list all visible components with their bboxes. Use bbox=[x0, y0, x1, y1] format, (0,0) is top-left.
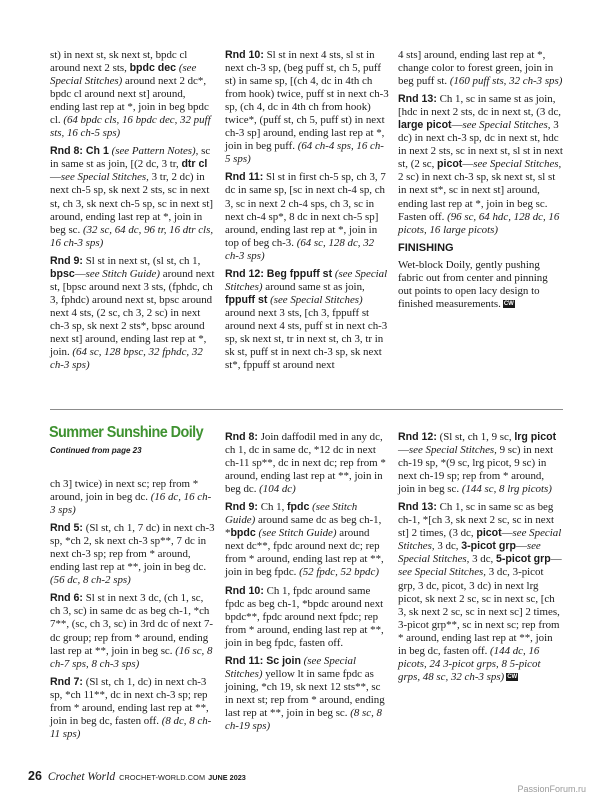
text-run: ch 3] twice) in next sc; rep from * around, join in beg dc. bbox=[50, 478, 199, 504]
text-run: around same dc as beg ch-1, * bbox=[225, 514, 382, 540]
italic-note: (see Special Stitches) bbox=[270, 293, 363, 306]
column-2-bottom bbox=[225, 431, 389, 738]
italic-note: (see Stitch Guide) bbox=[258, 527, 337, 540]
end-mark-icon: CW bbox=[503, 301, 514, 308]
italic-note: (144 sc, 8 lrg picots) bbox=[461, 483, 552, 496]
column-3-top bbox=[398, 49, 563, 316]
italic-note: see Stitch Guide) bbox=[85, 267, 161, 280]
italic-note: see Special Stitches, bbox=[398, 540, 541, 566]
round-heading: Rnd 13: bbox=[398, 501, 437, 514]
text-run: 9 sc) in next ch-19 sp, *(9 sc, lrg picot, 9 sc) in next ch-19 sp; rep from * around, join in beg sc. bbox=[398, 444, 554, 496]
italic-note: (see Stitch Guide) bbox=[225, 501, 358, 527]
text-run: around next 3 sts, [ch 3, fppuff st around next 4 sts, puff st in next ch-3 sp, sk next st, tr in next st, ch 3, tr in sk st, puff st in next ch-3 sp, sk next st*, fppuff st around next bbox=[225, 306, 388, 372]
paragraph bbox=[398, 49, 563, 88]
italic-note: (8 sc, 8 ch-19 sps) bbox=[225, 706, 382, 732]
text-run: yellow lt in same fpdc as joining, *ch 19, sk next 12 sts**, sc in next st; rep from * around, ending last rep at **, join in beg sc. bbox=[225, 667, 385, 719]
italic-note: (see Special Stitches) bbox=[225, 267, 388, 293]
italic-note: see Special Stitches, bbox=[408, 444, 497, 457]
column-1-top bbox=[50, 49, 216, 377]
continued-note: Continued from page 23 bbox=[50, 446, 142, 455]
paragraph bbox=[50, 522, 216, 587]
text-run: — bbox=[462, 158, 474, 171]
italic-note: see Special Stitches, bbox=[60, 171, 149, 184]
text-run: Sl st in next st, (sl st, ch 1, bbox=[82, 254, 201, 267]
paragraph bbox=[50, 478, 216, 517]
italic-note: (64 sc, 128 bpsc, 32 fphdc, 32 ch-3 sps) bbox=[50, 346, 203, 372]
round-heading: Rnd 10: bbox=[225, 49, 264, 61]
paragraph bbox=[50, 145, 216, 249]
end-mark-icon: CW bbox=[507, 674, 518, 681]
pattern-title: Summer Sunshine Doily bbox=[49, 424, 204, 441]
text-run: 3 tr, 2 dc) in next ch-5 sp, sk next 2 sts, sc in next st, ch 3, sk next ch-5 sp, sc in next st] around, ending last rep at *, join in beg sc. bbox=[50, 171, 214, 236]
text-run: around next st, [bpsc around next 3 sts, (fphdc, ch 3, fphdc) around next st, bpsc around next 4 sts, (2 sc, ch 3, 2 sc) in next ch-3 sp, sk next 2 sts*, bpsc around next st] around, ending last rep at *, join. bbox=[50, 267, 215, 359]
paragraph bbox=[225, 431, 389, 496]
italic-note: (8 dc, 8 ch-11 sps) bbox=[50, 714, 212, 740]
round-heading: Rnd 7: bbox=[50, 675, 83, 688]
stitch-term: large picot bbox=[398, 119, 452, 132]
text-run: Ch 1, sc in same sc as beg ch-1, *[ch 3, sk next 2 sc, sc in next st] 2 times, (3 dc, bbox=[398, 501, 555, 540]
italic-note: see Special Stitches, bbox=[398, 566, 487, 579]
stitch-term: 5-picot grp bbox=[496, 553, 551, 566]
italic-note: (64 ch-4 sps, 16 ch-5 sps) bbox=[225, 140, 384, 166]
italic-note: (144 dc, 16 picots, 24 3-picot grps, 8 5-picot grps, 48 sc, 32 ch-3 sps) bbox=[398, 644, 541, 683]
round-heading: Rnd 11: Sc join bbox=[225, 654, 301, 667]
text-run: Sl st in first ch-5 sp, ch 3, 7 dc in same sp, [sc in next ch-4 sp, ch 3, sc in next 2 ch-4 sps, ch 3, sc in next ch-4 sp*, 8 dc in next ch-5 sp] around, ending last rep at *, join in top of beg ch-3. bbox=[225, 171, 386, 249]
finishing-text bbox=[398, 259, 563, 311]
text-run: 3 dc) in next ch-3 sp, dc in next st, hdc in next 2 sts, sc in next st, sl st in next st, (2 sc, bbox=[398, 119, 563, 171]
round-heading: Rnd 5: bbox=[50, 522, 83, 535]
italic-note: (see Special Stitches) bbox=[225, 654, 356, 680]
column-2-top bbox=[225, 49, 389, 377]
stitch-term: picot bbox=[476, 527, 502, 540]
italic-note: (104 dc) bbox=[259, 483, 296, 496]
paragraph bbox=[225, 171, 389, 262]
italic-note: (see Special Stitches) bbox=[50, 62, 197, 88]
italic-note: (32 sc, 64 dc, 96 tr, 16 dtr cls, 16 ch-3 sps) bbox=[50, 223, 214, 249]
text-run: (Sl st, ch 1, dc) in next ch-3 sp, *ch 11**, dc in next ch-3 sp; rep from * around, ending last rep at **, join in beg dc, fasten off. bbox=[50, 675, 209, 727]
magazine-name: Crochet World bbox=[47, 771, 116, 783]
italic-note: (56 dc, 8 ch-2 sps) bbox=[50, 574, 131, 587]
round-heading: Rnd 12: bbox=[398, 431, 437, 443]
text-run: 3 dc, bbox=[434, 540, 462, 553]
text-run: — bbox=[501, 527, 513, 540]
finishing-heading: FINISHING bbox=[398, 241, 454, 254]
italic-note: (52 fpdc, 52 bpdc) bbox=[299, 566, 379, 579]
italic-note: (see Pattern Notes), bbox=[111, 145, 199, 158]
page-footer bbox=[28, 767, 568, 785]
paragraph bbox=[398, 93, 563, 237]
italic-note: (160 puff sts, 32 ch-3 sps) bbox=[449, 75, 563, 88]
paragraph bbox=[398, 431, 563, 496]
text-run: Sl st in next 4 sts, sl st in next ch-3 sp, (beg puff st, ch 5, puff st) in same sp, [(ch 4, dc in 4th ch from hook) twice, puff st in next ch-3 sp, (ch 4, dc in 4th ch from hook) twice*, (puff st, ch 5, puff st) in next ch-3 sp] around, ending last rep at *, join in beg puff. bbox=[225, 49, 389, 153]
column-1-bottom bbox=[50, 478, 216, 746]
stitch-term: picot bbox=[437, 158, 463, 171]
text-run: Ch 1, sc in same st as join, [hdc in next 2 sts, dc in next st, (3 dc, bbox=[398, 93, 562, 119]
text-run: — bbox=[398, 444, 409, 457]
text-run: Join daffodil med in any dc, ch 1, dc in same dc, *12 dc in next ch-11 sp**, dc in next dc; rep from * around, ending last rep at **, join in beg dc. bbox=[225, 431, 386, 496]
text-run: Ch 1, fpdc around same fpdc as beg ch-1, *bpdc around next bpdc**, fpdc around next fpdc; rep from * around, ending last rep at **, join in beg fpdc, fasten off. bbox=[225, 584, 384, 649]
issue-date: JUNE 2023 bbox=[208, 773, 246, 782]
italic-note: see Special Stitches, bbox=[398, 527, 562, 553]
paragraph bbox=[50, 255, 216, 372]
paragraph bbox=[50, 592, 216, 670]
italic-note: (96 sc, 64 hdc, 128 dc, 16 picots, 16 large picots) bbox=[398, 210, 560, 236]
section-divider bbox=[50, 409, 563, 410]
stitch-term: 3-picot grp bbox=[461, 540, 516, 553]
paragraph bbox=[225, 49, 389, 166]
text-run: 4 sts] around, ending last rep at *, change color to forest green, join in beg puff st. bbox=[398, 49, 554, 88]
text-run: st) in next st, sk next st, bpdc cl around next 2 sts, bbox=[50, 49, 188, 75]
round-heading: Rnd 9: bbox=[225, 501, 258, 514]
stitch-term: bpsc bbox=[50, 267, 75, 280]
column-3-paragraphs bbox=[398, 49, 563, 237]
stitch-term: fpdc bbox=[287, 501, 310, 514]
paragraph bbox=[225, 655, 389, 733]
text-run: (Sl st, ch 1, 7 dc) in next ch-3 sp, *ch 2, sk next ch-3 sp**, 7 dc in next ch-3 sp; rep from * around, ending last rep at **, join in beg dc. bbox=[50, 522, 215, 574]
paragraph bbox=[225, 501, 389, 579]
round-heading: Rnd 12: Beg fppuff st bbox=[225, 267, 333, 280]
round-heading: Rnd 6: bbox=[50, 592, 83, 605]
website-link[interactable]: CROCHET-WORLD.COM bbox=[119, 773, 206, 782]
text-run: (Sl st, ch 1, 9 sc, bbox=[436, 431, 515, 443]
italic-note: (16 dc, 16 ch-3 sps) bbox=[50, 491, 212, 517]
text-run: Ch 1, bbox=[257, 501, 288, 514]
paragraph bbox=[225, 268, 389, 372]
text-run: around next dc**, fpdc around next dc; rep from * around, ending last rep at **, join in beg fpdc. bbox=[225, 527, 384, 579]
italic-note: see Special Stitches, bbox=[462, 119, 551, 132]
text-run: 3 dc, bbox=[469, 553, 496, 566]
italic-note: (16 sc, 8 ch-7 sps, 8 ch-3 sps) bbox=[50, 644, 213, 670]
round-heading: Rnd 11: bbox=[225, 171, 264, 184]
finishing-body: Wet-block Doily, gently pushing fabric out from center and pinning out points to open lacy design to finished measurements. bbox=[398, 258, 548, 310]
watermark-text: PassionForum.ru bbox=[517, 784, 586, 794]
text-run: Sl st in next 3 dc, (ch 1, sc, ch 3, sc) in same dc as beg ch-1, *ch 7**, (sc, ch 3, sc) in 3rd dc of next 7-dc group; rep from * around, ending last rep at **, join in beg sc. bbox=[50, 592, 214, 657]
column-3-bottom bbox=[398, 431, 563, 689]
italic-note: (64 bpdc cls, 16 bpdc dec, 32 puff sts, 16 ch-5 sps) bbox=[50, 114, 211, 140]
paragraph bbox=[398, 501, 563, 684]
round-heading: Rnd 8: bbox=[225, 431, 258, 443]
text-run: around next 2 dc*, bpdc cl around next st] around, ending last rep at *, join in beg bpdc cl. bbox=[50, 75, 209, 127]
italic-note: see Special Stitches, bbox=[473, 158, 562, 171]
text-run: 2 sc) in next ch-3 sp, sk next st, sl st in next st*, sc in next st] around, ending last rep at *, join in beg sc. Fasten off. bbox=[398, 171, 556, 223]
paragraph bbox=[50, 676, 216, 741]
stitch-term: dtr cl bbox=[181, 158, 208, 171]
stitch-term: fppuff st bbox=[225, 293, 268, 306]
text-run: — bbox=[50, 171, 61, 184]
italic-note: (64 sc, 128 dc, 32 ch-3 sps) bbox=[225, 236, 375, 262]
round-heading: Rnd 10: bbox=[225, 584, 264, 597]
text-run: — bbox=[451, 119, 463, 132]
paragraph bbox=[225, 585, 389, 650]
text-run: — bbox=[74, 267, 86, 280]
text-run: 3 dc, 3-picot grp, 3 dc, picot, 3 dc) in next lrg picot, sk next 2 sc, sc in next sc, [ch 3, sk next 2 sc, sc in next sc] 2 times, 3-picot grp**, sc in next sc; rep from * around, ending last rep at **, join in beg dc, fasten off. bbox=[398, 566, 560, 657]
round-heading: Rnd 13: bbox=[398, 93, 437, 106]
round-heading: Rnd 8: Ch 1 bbox=[50, 145, 109, 158]
paragraph bbox=[50, 49, 216, 140]
stitch-term: bpdc bbox=[230, 527, 256, 540]
page-number: 26 bbox=[28, 769, 42, 783]
text-run: — bbox=[550, 553, 562, 566]
stitch-term: lrg picot bbox=[514, 431, 557, 443]
stitch-term: bpdc dec bbox=[129, 62, 177, 75]
column-3-bottom-paragraphs bbox=[398, 431, 563, 684]
round-heading: Rnd 9: bbox=[50, 254, 83, 267]
text-run: — bbox=[515, 540, 527, 553]
text-run: sc in same st as join, [(2 dc, 3 tr, bbox=[50, 145, 211, 171]
text-run: around same st as join, bbox=[262, 280, 365, 293]
